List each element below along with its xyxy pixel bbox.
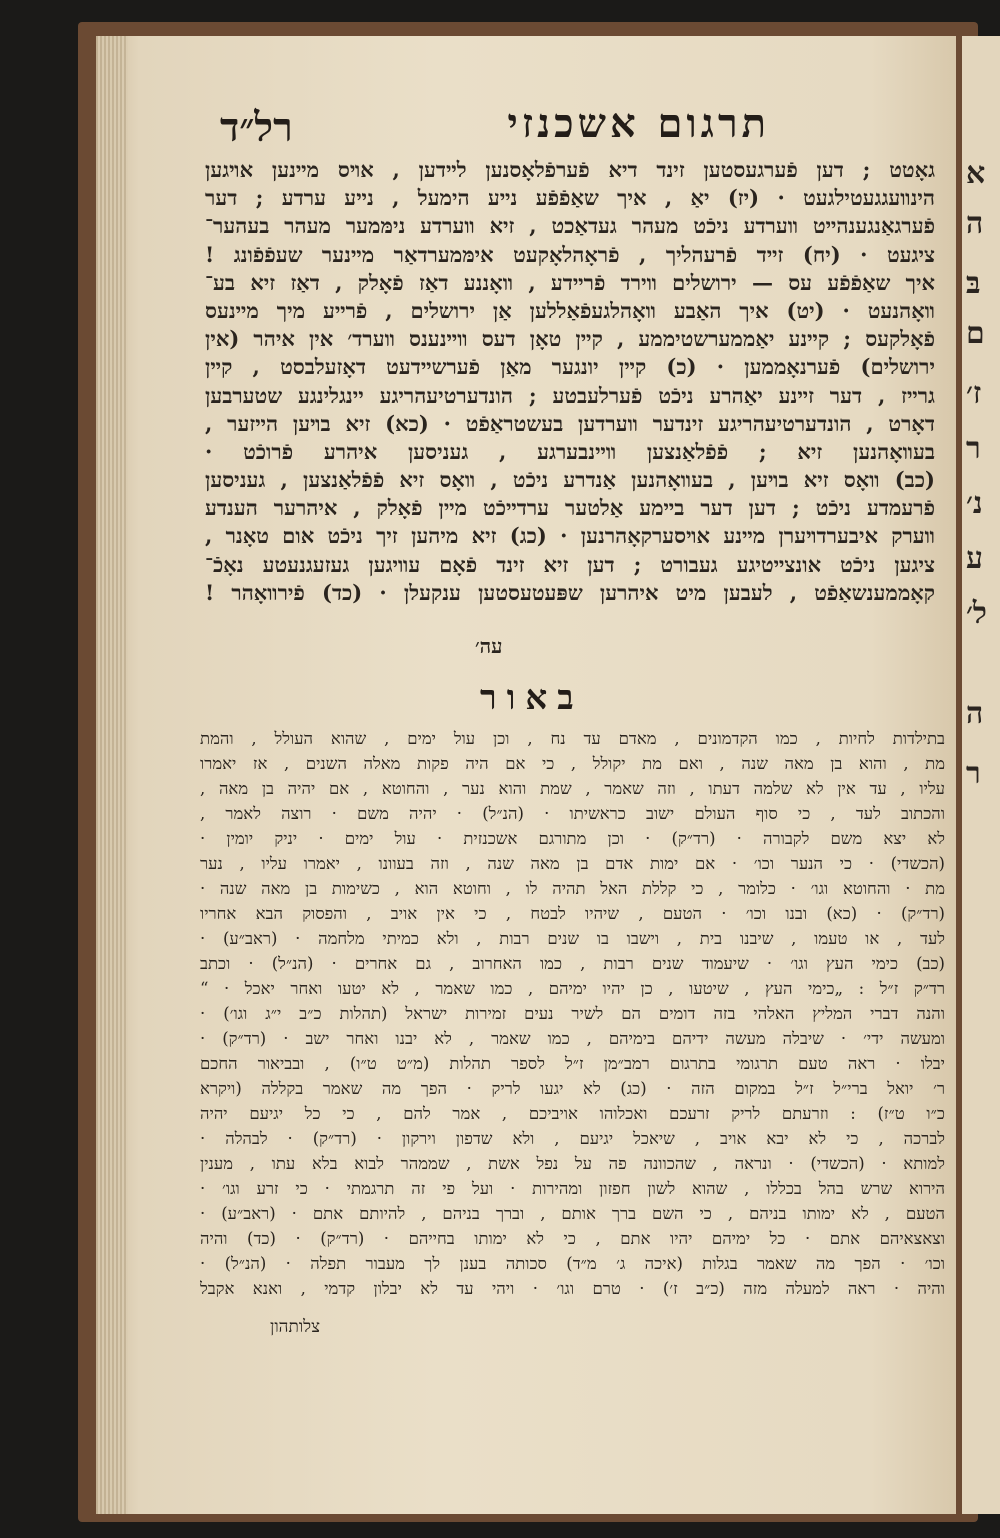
facing-page-fragment: בּ [966,266,981,301]
text-line: עליו , עד אין לא שלמה דעתו , וזה שאמר , שמת והוא נער , והחוטא , אם יהיה בן מאה , [200,779,945,798]
text-line: לעד , או טעמו , שיבנו בית , וישבו בו שנים רבות , ולא כמיתי מלחמה · (ראב״ע) · [200,929,945,948]
text-line: ירושלים) פֿערנאָממען · (כ) קײן יונגער מאַן פֿערשײדעט דאָזעלבסט , קײן [205,354,935,380]
text-line: מת , והוא בן מאה שנה , ואם מת יקולל , כי אם היה פקות מאלה השנים , אז יאמרו [200,754,945,773]
facing-page-fragment: ם [966,316,985,351]
text-line: פֿאָלקעס ; קײנע יאַממערשטיממע , קײן טאָן דעס װײנענס װערד׳ אין איהר (אין [205,326,935,352]
facing-page-fragment: ה [966,696,984,731]
text-line: כ״ו ט״ז) : וזרעתם לריק זרעכם ואכלוהו אויביכם , אמר להם , כי כל יגיעם יהיה [200,1104,945,1123]
folio-number: רל״ד [220,104,293,151]
text-line: הירוא שרש בהל בכללו , שהוא לשון חפזון ומהירות · ועל פי זה תרגמתי · כי זרע וגו׳ · [200,1179,945,1198]
text-line: מת · והחוטא וגו׳ · כלומר , כי קללת האל תהיה לו , וחוטא הוא , כשימות בן מאה שנה · [200,879,945,898]
text-line: בתילדות לחיות , כמו הקדמונים , מאדם עד נח , וכן עול ימים , שהוא העולל , והמת [200,729,945,748]
text-line: פֿרעמדע ניכֿט ; דען דער בײמע אַלטער ערדײכֿט מײן פֿאָלק , איהרער הענדע [205,495,935,521]
text-line: והיה · ראה למעלה מזה (כ״ב ז׳) · טרם וגו׳ · ויהי עד לא יבלון קדמי , ואנא אקבל [200,1279,945,1298]
facing-page-fragment: ה [966,206,984,241]
text-line: (כב) כימי העץ וגו׳ · שיעמוד שנים רבות , כמו האחרוב , גם אחרים · (הנ״ל) · וכתב [200,954,945,973]
text-line: הטעם , לא ימותו בניהם , כי השם ברך אותם , וברך בניהם , להיותם אתם · (ראב״ע) · [200,1204,945,1223]
text-line: לברכה , כי לא יבא אויב , שיאכל יגיעם , ולא שדפון וירקון · (רד״ק) · לבהלה · [200,1129,945,1148]
text-line: װערק איבערדױערן מײנע אױסערקאָהרנען · (כג) זיא מיהען זיך ניכֿט אום טאָנר , [205,523,935,549]
commentary-last-word: צלותהון [270,1317,321,1337]
facing-page-fragment: ע [966,541,983,576]
text-line: ומעשה ידי׳ · שיבלה מעשה ידיהם בימיהם , כמו שאמר , לא יבנו ואחר ישב · (רד״ק) · [200,1029,945,1048]
section-signature: עה׳ [475,634,503,658]
text-line: גאָטט ; דען פֿערגעסטען זינד דיא פֿערפֿלאָסנען לײדען , אױס מײנען אױגען [205,157,935,182]
facing-page-fragment: א [966,156,986,191]
text-line: (הכשדי) · כי הנער וכו׳ · אם ימות אדם בן מאה שנה , וזה בעוונו , יאמרו עליו , נער [200,854,945,873]
text-line: ציגעט · (יח) זײד פֿרעהליך , פֿראָהלאָקעט אימּמערדאַר מײנער שעפֿפֿונג ! [205,241,935,267]
text-line: קאָממענשאַפֿט , לעבען מיט איהרען שפּעטעסטען ענקעלן · (כד) פֿירװאָהר ! [205,579,935,605]
text-line: גרײז , דער זײנע יאַהרע ניכֿט פֿערלעבטע ; הונדערטיעהריגע יינגלינגע שטערבען [205,382,935,408]
facing-page-fragment: ר [966,431,981,466]
text-line: לא יצא משם לקבורה · (רד״ק) · וכן מתורגם אשכנזית · עול ימים · יניק יומין · [200,829,945,848]
running-header [220,100,940,152]
commentary-text [200,726,945,1301]
facing-page-fragment: נ׳ [966,486,983,521]
facing-page-fragment: ל׳ [966,596,987,631]
text-line: (כב) װאָס זיא בױען , בעװאָהנען אַנדרע ניכֿט , װאָס זיא פֿפֿלאַנצען , געניסען [205,467,935,493]
text-line: ציגען ניכֿט אונצײטיגע געבורט ; דען זיא זינד פֿאָם עװיגען געזעגנעטע נאָכֿ־ [205,551,935,577]
facing-page-fragment: ר [966,756,981,791]
facing-page [962,36,1000,1514]
text-line: יבלו · ראה טעם תרגומי בתרגום רמב״מן ז״ל לספר תהלות (מ״ט ט״ו) , ובביאור החכם [200,1054,945,1073]
text-line: וצאצאיהם אתם · כל ימיהם יהיו אתם , כי לא ימותו בחייהם · (רד״ק) · (כד) והיה [200,1229,945,1248]
commentary-title: באור [480,678,584,718]
text-line: בעװאָהנען זיא ; פֿפֿלאַנצען װײנבערגע , געניסען איהרע פֿרוכֿט · [205,438,935,464]
translation-text [205,156,935,607]
page-edges [96,36,128,1514]
text-line: ר׳ יואל ברי״ל ז״ל במקום הזה · (כג) לא יגעו לריק · הפך מה שאמר בקללה (ויקרא [200,1079,945,1098]
text-line: וכו׳ · הפך מה שאמר בגלות (איכה ג׳ מ״ד) סכותה בענן לך מעבור תפלה · (הנ״ל) · [200,1254,945,1273]
page-title: תרגום אשכנזי [507,100,770,147]
facing-page-fragment: ז׳ [966,376,982,411]
text-line: איך שאַפֿפֿע עס — ירושלים װירד פֿרײדע , װאָננע דאַז פֿאָלק , דאַז זיא בע־ [205,269,935,295]
text-line: װאָהנעט · (יט) איך האַבע װאָהלגעפֿאַללען אַן ירושלים , פֿרײע מיך מײנעס [205,297,935,323]
text-line: והנה דברי המליץ האלהי בזה דומים הם לשיר נעים זמירות ישראל (תהלות כ״ב י״ג וגו׳) · [200,1004,945,1023]
text-line: למותא · (הכשדי) · ונראה , שהכוונה פה על נפל אשת , שממהר לבוא בלא עתו , מענין [200,1154,945,1173]
text-line: והכתוב לעד , כי סוף העולם ישוב כראשיתו · (הנ״ל) · יהיה משם · רוצה לאמר , [200,804,945,823]
text-line: דאָרט , הונדערטיעהריגע זינדער װערדען בעשטראַפֿט · (כא) זיא בױען הײזער , [205,410,935,436]
text-line: רד״ק ז״ל : „כימי העץ , שיטעו , כן יהיו ימיהם , כמו שאמר , לא יטעו ואחר יאכל · “ [200,979,945,998]
text-line: פֿערגאַנגענהײט װערדע ניכֿט מעהר געדאַכט , זיא װערדע נימּמער מעהר בעהער־ [205,213,935,239]
text-line: (רד״ק) · (כא) ובנו וכו׳ · הטעם , שיהיו לבטח , כי אין אויב , והפסוק הבא אחריו [200,904,945,923]
text-line: הינװעגגעטילגעט · (יז) יאַ , איך שאַפֿפֿע נײע הימעל , נײע ערדע ; דער [205,185,935,211]
